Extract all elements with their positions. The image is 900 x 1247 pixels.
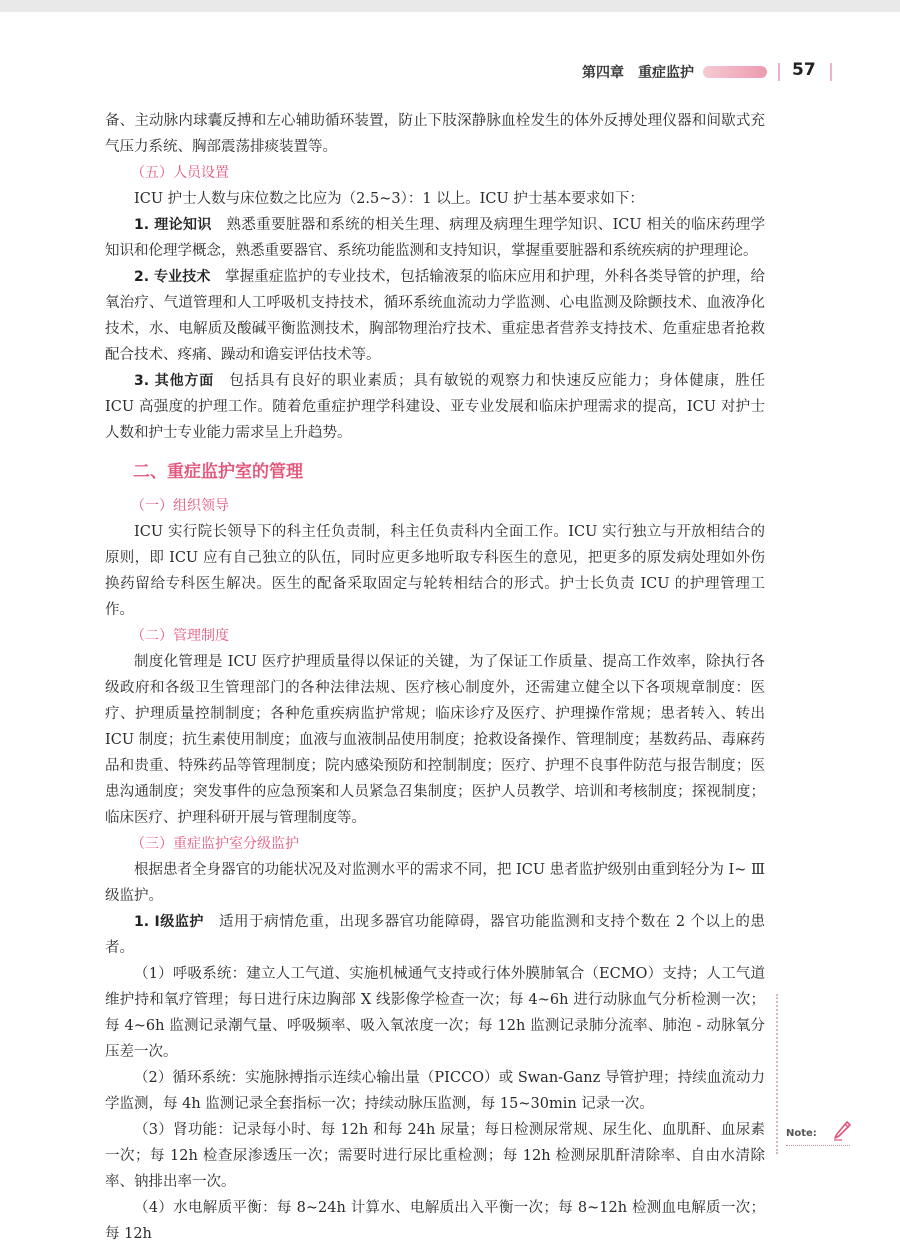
header-divider bbox=[778, 63, 780, 81]
margin-dotted-line bbox=[776, 994, 778, 1154]
list-item: （1）呼吸系统：建立人工气道、实施机械通气支持或行体外膜肺氧合（ECMO）支持；人工气道维护持和氧疗管理；每日进行床边胸部 X 线影像学检查一次；每 4~6h 进行动脉血气分析检测一次；每 4~6h 监测记录潮气量、呼吸频率、吸入氧浓度一次；每 12h 监测记录肺分流率、肺泡 - 动脉氧分压差一次。 bbox=[105, 966, 765, 1060]
item-lead: 2. 专业技术 bbox=[134, 269, 211, 285]
page-number: 57 bbox=[792, 60, 816, 80]
item-text: 熟悉重要脏器和系统的相关生理、病理及病理生理学知识、ICU 相关的临床药理学知识和伦理学概念，熟悉重要器官、系统功能监测和支持知识，掌握重要脏器和系统疾病的护理理论。 bbox=[105, 217, 766, 259]
chapter-title: 第四章 重症监护 bbox=[582, 65, 694, 81]
paragraph bbox=[105, 264, 765, 368]
item-lead: 1. Ⅰ级监护 bbox=[134, 914, 204, 930]
list-item: （4）水电解质平衡：每 8~24h 计算水、电解质出入平衡一次；每 8~12h 检测血电解质一次；每 12h bbox=[105, 1200, 765, 1242]
item-lead: 1. 理论知识 bbox=[134, 217, 212, 233]
page-body bbox=[105, 108, 765, 1247]
section-heading: 二、重症监护室的管理 bbox=[133, 462, 303, 482]
note-area bbox=[786, 1124, 852, 1148]
item-text: 适用于病情危重，出现多器官功能障碍，器官功能监测和支持个数在 2 个以上的患者。 bbox=[105, 914, 765, 956]
paragraph: 备、主动脉内球囊反搏和左心辅助循环装置，防止下肢深静脉血栓发生的体外反搏处理仪器和间歇式充气压力系统、胸部震荡排痰装置等。 bbox=[105, 113, 765, 155]
header-divider bbox=[830, 63, 832, 81]
item-text: 掌握重症监护的专业技术，包括输液泵的临床应用和护理，外科各类导管的护理，给氧治疗、气道管理和人工呼吸机支持技术，循环系统血流动力学监测、心电监测及除颤技术、血液净化技术，水、电解质及酸碱平衡监测技术，胸部物理治疗技术、重症患者营养支持技术、危重症患者抢救配合技术、疼痛、躁动和谵妄评估技术等。 bbox=[105, 269, 766, 363]
list-item: （2）循环系统：实施脉搏指示连续心输出量（PICCO）或 Swan-Ganz 导管护理；持续血流动力学监测，每 4h 监测记录全套指标一次；持续动脉压监测，每 15~30min 记录一次。 bbox=[105, 1070, 765, 1112]
note-label: Note: bbox=[786, 1128, 817, 1139]
subsection-heading: （一）组织领导 bbox=[131, 498, 229, 514]
paragraph bbox=[105, 368, 765, 446]
header-decor-bar bbox=[703, 66, 767, 78]
paragraph: ICU 实行院长领导下的科主任负责制，科主任负责科内全面工作。ICU 实行独立与开放相结合的原则，即 ICU 应有自己独立的队伍，同时应更多地听取专科医生的意见，把更多的原发病处理如外伤换药留给专科医生解决。医生的配备采取固定与轮转相结合的形式。护士长负责 ICU 的护理管理工作。 bbox=[105, 524, 765, 618]
paragraph: 制度化管理是 ICU 医疗护理质量得以保证的关键，为了保证工作质量、提高工作效率，除执行各级政府和各级卫生管理部门的各种法律法规、医疗核心制度外，还需建立健全以下各项规章制度：医疗、护理质量控制制度；各种危重疾病监护常规；临床诊疗及医疗、护理操作常规；患者转入、转出 ICU 制度；抗生素使用制度；血液与血液制品使用制度；抢救设备操作、管理制度；基数药品、毒麻药品和贵重、特殊药品等管理制度；院内感染预防和控制制度；医疗、护理不良事件防范与报告制度；医患沟通制度；突发事件的应急预案和人员紧急召集制度；医护人员教学、培训和考核制度；探视制度；临床医疗、护理科研开展与管理制度等。 bbox=[105, 654, 765, 826]
subsection-heading: （二）管理制度 bbox=[131, 628, 229, 644]
pen-icon bbox=[832, 1120, 852, 1142]
paragraph bbox=[105, 212, 765, 264]
subsection-heading: （五）人员设置 bbox=[131, 165, 229, 181]
top-gray-band bbox=[0, 0, 900, 12]
item-text: 包括具有良好的职业素质；具有敏锐的观察力和快速反应能力；身体健康，胜任 ICU 高强度的护理工作。随着危重症护理学科建设、亚专业发展和临床护理需求的提高，ICU 对护士人数和护士专业能力需求呈上升趋势。 bbox=[105, 373, 766, 441]
paragraph: 根据患者全身器官的功能状况及对监测水平的需求不同，把 ICU 患者监护级别由重到轻分为 Ⅰ~ Ⅲ级监护。 bbox=[105, 862, 765, 904]
paragraph bbox=[105, 909, 765, 961]
item-lead: 3. 其他方面 bbox=[134, 373, 215, 389]
list-item: （3）肾功能：记录每小时、每 12h 和每 24h 尿量；每日检测尿常规、尿生化、血肌酐、血尿素一次；每 12h 检查尿渗透压一次；需要时进行尿比重检测；每 12h 检测尿肌酐清除率、自由水清除率、钠排出率一次。 bbox=[105, 1122, 765, 1190]
note-underline bbox=[786, 1145, 850, 1146]
paragraph: ICU 护士人数与床位数之比应为（2.5~3）：1 以上。ICU 护士基本要求如下： bbox=[134, 191, 644, 207]
subsection-heading: （三）重症监护室分级监护 bbox=[131, 836, 299, 852]
